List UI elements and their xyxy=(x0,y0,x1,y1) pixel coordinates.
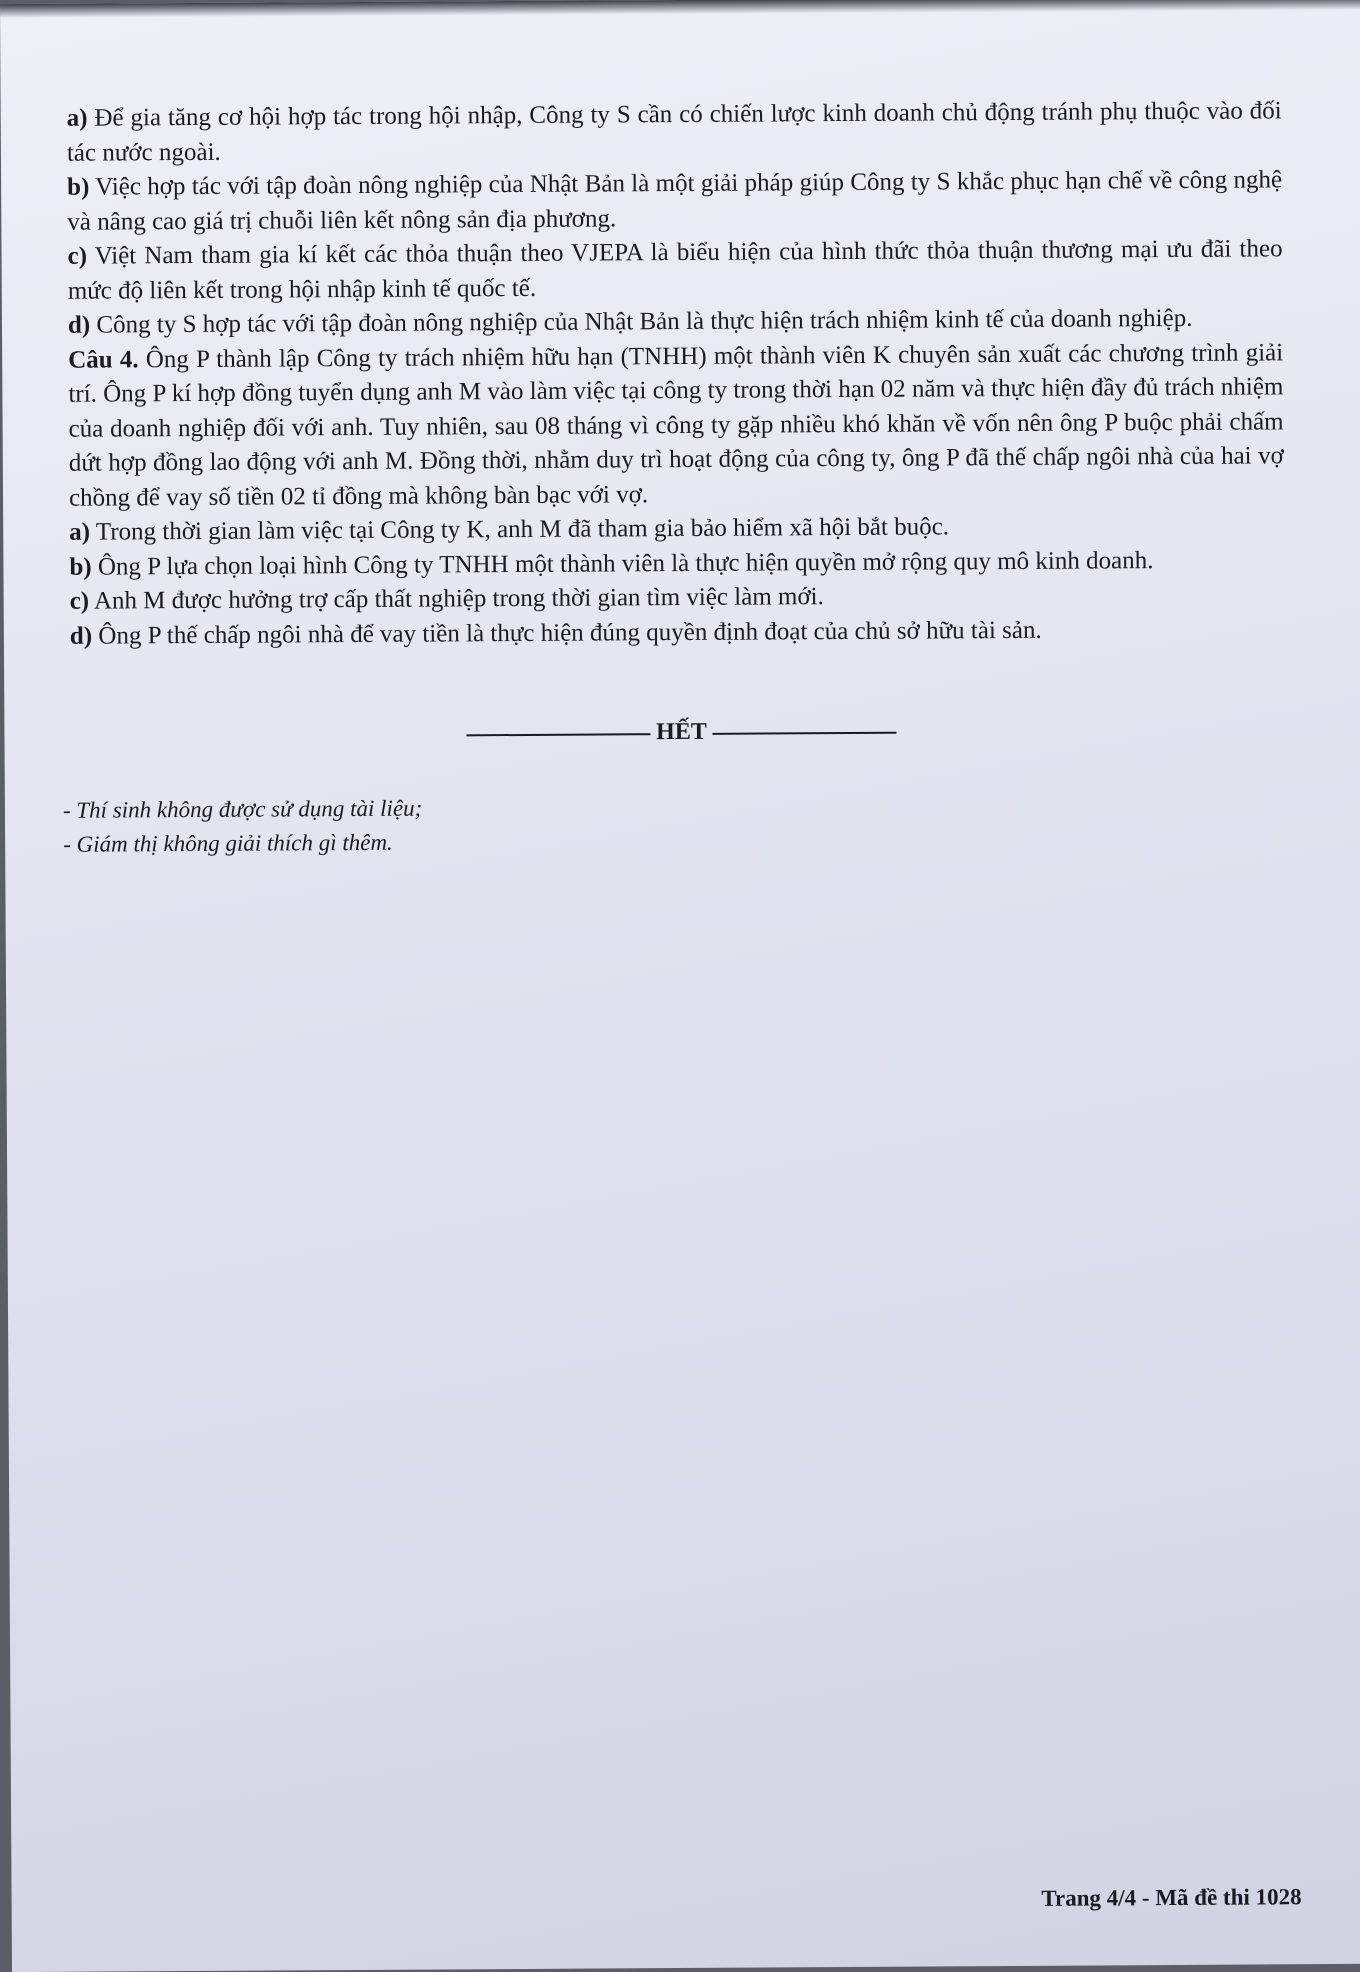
question-content xyxy=(67,94,1285,653)
note-item: - Giám thị không giải thích gì thêm. xyxy=(63,829,393,857)
divider-right xyxy=(713,732,897,735)
option-text: Ông P lựa chọn loại hình Công ty TNHH một thành viên là thực hiện quyền mở rộng quy mô kinh doanh. xyxy=(97,546,1154,581)
page-footer: Trang 4/4 - Mã đề thi 1028 xyxy=(1041,1884,1302,1911)
note-item: - Thí sinh không được sử dụng tài liệu; xyxy=(62,795,423,823)
question-text: Ông P thành lập Công ty trách nhiệm hữu hạn (TNHH) một thành viên K chuyên sản xuất các chương trình giải trí. Ông P kí hợp đồng tuyển dụng anh M vào làm việc tại công ty trong thời hạn 02 năm và thực hiện đầy đủ trách nhiệm của doanh nghiệp đối với anh. Tuy nhiên, sau 08 tháng vì công ty gặp nhiều khó khăn về vốn nên ông P buộc phải chấm dứt hợp đồng lao động với anh M. Đồng thời, nhằm duy trì hoạt động của công ty, ông P đã thế chấp ngôi nhà của hai vợ chồng để vay số tiền 02 tỉ đồng mà không bàn bạc với vợ. xyxy=(68,338,1284,512)
page-top-shadow xyxy=(0,0,1360,18)
option-label: c) xyxy=(67,242,88,270)
exam-notes xyxy=(63,790,763,862)
option-label: d) xyxy=(69,622,93,650)
option-label: d) xyxy=(67,311,91,339)
q3-option-b xyxy=(67,163,1282,239)
q3-option-a xyxy=(67,94,1282,170)
option-text: Trong thời gian làm việc tại Công ty K, anh M đã tham gia bảo hiểm xã hội bắt buộc. xyxy=(95,513,950,546)
question-label: Câu 4. xyxy=(68,345,139,374)
end-marker-text: HẾT xyxy=(656,718,707,745)
q4-option-d xyxy=(70,612,1285,654)
option-label: b) xyxy=(69,553,92,581)
option-label: a) xyxy=(66,104,88,132)
option-text: Anh M được hưởng trợ cấp thất nghiệp trong thời gian tìm việc làm mới. xyxy=(93,583,824,615)
end-marker xyxy=(466,714,896,751)
question-4 xyxy=(68,336,1284,516)
q3-option-c xyxy=(67,232,1282,308)
option-label: c) xyxy=(69,587,90,615)
option-text: Ông P thế chấp ngôi nhà để vay tiền là thực hiện đúng quyền định đoạt của chủ sở hữu tài sản. xyxy=(98,616,1042,650)
option-text: Để gia tăng cơ hội hợp tác trong hội nhập, Công ty S cần có chiến lược kinh doanh chủ động tránh phụ thuộc vào đối tác nước ngoài. xyxy=(66,97,1282,167)
divider-left xyxy=(466,733,650,736)
option-text: Công ty S hợp tác với tập đoàn nông nghiệp của Nhật Bản là thực hiện trách nhiệm kinh tế của doanh nghiệp. xyxy=(96,304,1193,339)
option-text: Việt Nam tham gia kí kết các thỏa thuận theo VJEPA là biểu hiện của hình thức thỏa thuận thương mại ưu đãi theo mức độ liên kết trong hội nhập kinh tế quốc tế. xyxy=(67,235,1283,305)
option-text: Việc hợp tác với tập đoàn nông nghiệp của Nhật Bản là một giải pháp giúp Công ty S khắc phục hạn chế về công nghệ và nâng cao giá trị chuỗi liên kết nông sản địa phương. xyxy=(67,166,1283,236)
option-label: b) xyxy=(67,173,90,201)
option-label: a) xyxy=(69,518,91,546)
